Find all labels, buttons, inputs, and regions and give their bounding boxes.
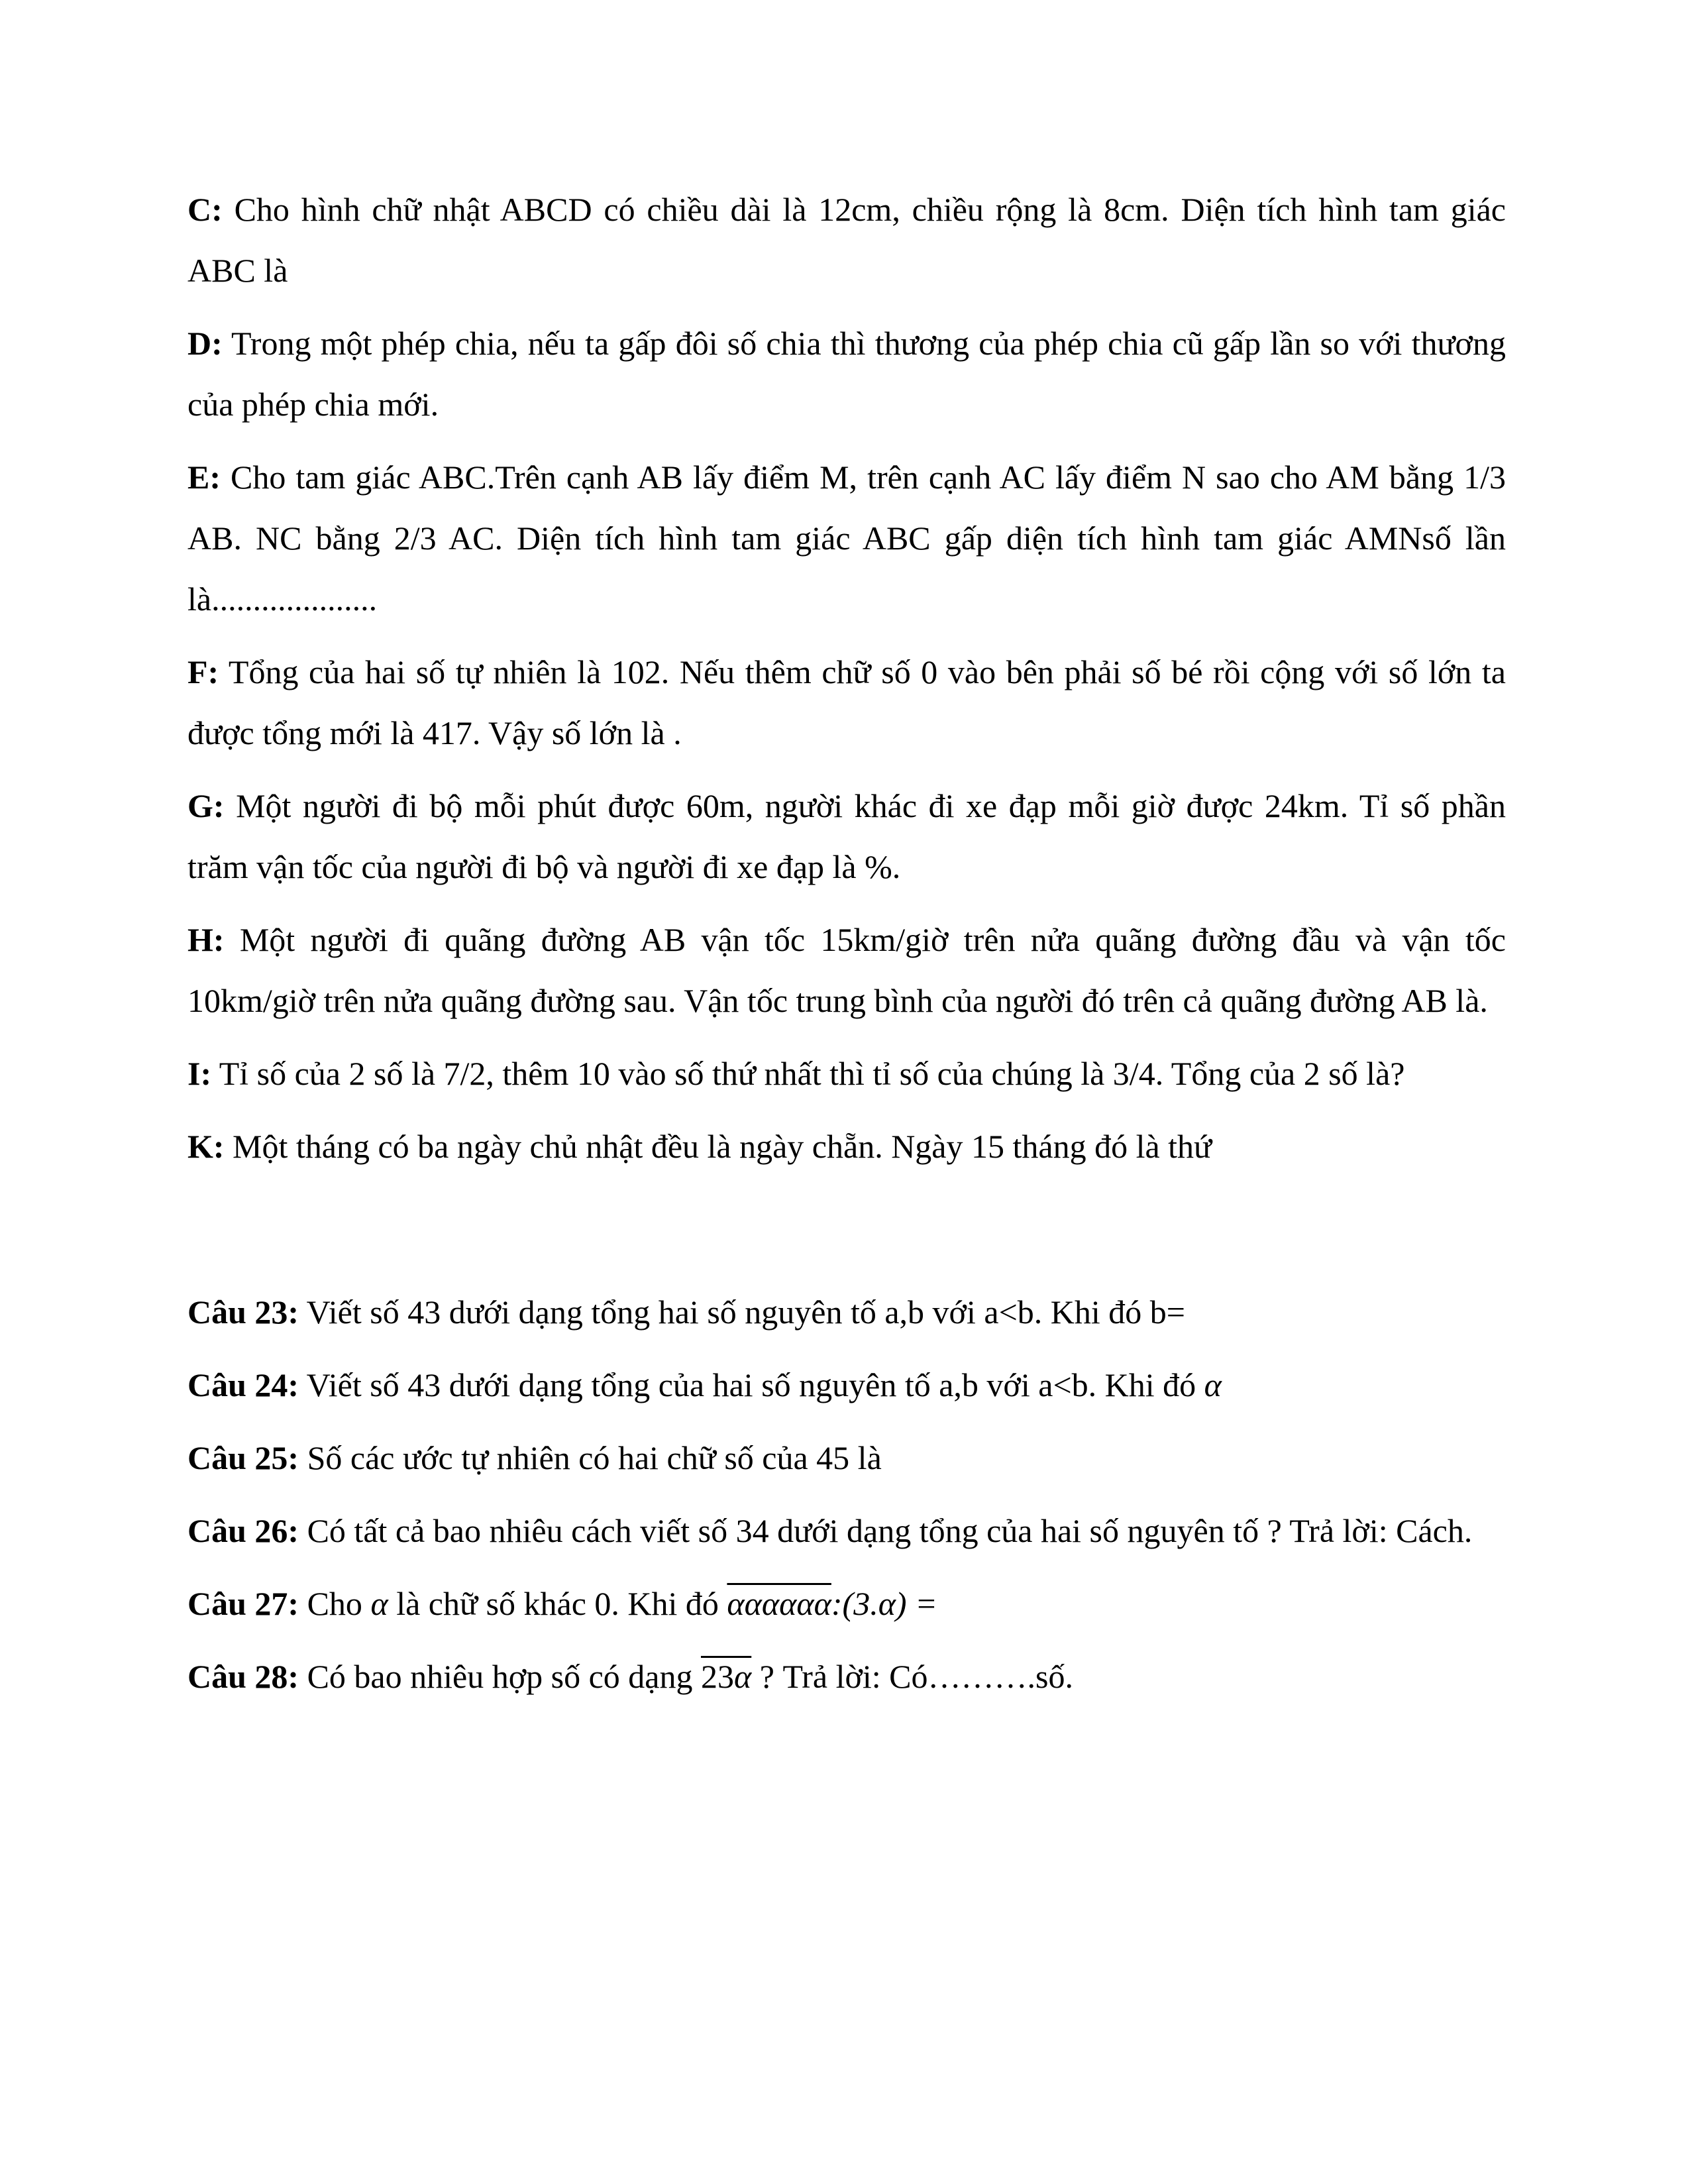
item-label: G: bbox=[187, 787, 225, 824]
question-label: Câu 27: bbox=[187, 1585, 299, 1622]
question-label: Câu 26: bbox=[187, 1512, 299, 1549]
math-overlined-number bbox=[701, 1658, 751, 1695]
math-alpha: α bbox=[370, 1585, 388, 1622]
item-text: Một người đi bộ mỗi phút được 60m, người khác đi xe đạp mỗi giờ được 24km. Tỉ số phần trăm vận tốc của người đi bộ và người đi xe đạp là %. bbox=[187, 787, 1506, 885]
item-label: D: bbox=[187, 325, 223, 362]
question-25 bbox=[187, 1427, 1506, 1488]
item-text: Một người đi quãng đường AB vận tốc 15km/giờ trên nửa quãng đường đầu và vận tốc 10km/giờ trên nửa quãng đường sau. Vận tốc trung bình của người đó trên cả quãng đường AB là. bbox=[187, 921, 1506, 1019]
item-text: Cho hình chữ nhật ABCD có chiều dài là 12cm, chiều rộng là 8cm. Diện tích hình tam giác ABC là bbox=[187, 191, 1506, 289]
question-label: Câu 23: bbox=[187, 1293, 299, 1331]
document-page bbox=[187, 179, 1506, 1719]
item-label: E: bbox=[187, 459, 221, 496]
item-text: Tổng của hai số tự nhiên là 102. Nếu thêm chữ số 0 vào bên phải số bé rồi cộng với số lớn ta được tổng mới là 417. Vậy số lớn là . bbox=[187, 653, 1506, 751]
item-f bbox=[187, 641, 1506, 763]
item-label: K: bbox=[187, 1128, 225, 1165]
item-i bbox=[187, 1043, 1506, 1104]
question-label: Câu 24: bbox=[187, 1366, 299, 1403]
question-text: Viết số 43 dưới dạng tổng hai số nguyên tố a,b với a<b. Khi đó b= bbox=[299, 1293, 1185, 1331]
question-23 bbox=[187, 1282, 1506, 1342]
math-alpha: α bbox=[734, 1658, 752, 1695]
item-label: H: bbox=[187, 921, 225, 958]
section-gap bbox=[187, 1189, 1506, 1282]
question-text: Có tất cả bao nhiêu cách viết số 34 dưới dạng tổng của hai số nguyên tố ? Trả lời: Cách. bbox=[299, 1512, 1473, 1549]
question-text: Viết số 43 dưới dạng tổng của hai số nguyên tố a,b với a<b. Khi đó bbox=[299, 1366, 1204, 1403]
math-overlined-number: αααααα bbox=[727, 1585, 831, 1622]
item-label: I: bbox=[187, 1055, 212, 1092]
item-d bbox=[187, 313, 1506, 435]
item-g bbox=[187, 775, 1506, 897]
math-digits: 23 bbox=[701, 1658, 734, 1695]
item-text: Cho tam giác ABC.Trên cạnh AB lấy điểm M, trên cạnh AC lấy điểm N sao cho AM bằng 1/3 AB. NC bằng 2/3 AC. Diện tích hình tam giác ABC gấp diện tích hình tam giác AMNsố lần là.................... bbox=[187, 459, 1506, 618]
question-26 bbox=[187, 1500, 1506, 1561]
item-k bbox=[187, 1116, 1506, 1177]
question-27 bbox=[187, 1573, 1506, 1634]
question-label: Câu 25: bbox=[187, 1439, 299, 1476]
item-e bbox=[187, 447, 1506, 629]
math-alpha: α bbox=[1204, 1366, 1222, 1403]
question-24 bbox=[187, 1354, 1506, 1415]
question-text: Cho bbox=[299, 1585, 371, 1622]
item-text: Một tháng có ba ngày chủ nhật đều là ngày chẵn. Ngày 15 tháng đó là thứ bbox=[224, 1128, 1212, 1165]
item-label: C: bbox=[187, 191, 223, 228]
math-expression: :(3.α) = bbox=[831, 1585, 937, 1622]
question-text: ? Trả lời: Có……….số. bbox=[751, 1658, 1073, 1695]
item-label: F: bbox=[187, 653, 219, 690]
question-28 bbox=[187, 1646, 1506, 1707]
question-text: là chữ số khác 0. Khi đó bbox=[388, 1585, 727, 1622]
item-h bbox=[187, 909, 1506, 1031]
item-text: Tỉ số của 2 số là 7/2, thêm 10 vào số thứ nhất thì tỉ số của chúng là 3/4. Tổng của 2 số là? bbox=[211, 1055, 1405, 1092]
question-text: Số các ước tự nhiên có hai chữ số của 45 là bbox=[299, 1439, 882, 1476]
question-label: Câu 28: bbox=[187, 1658, 299, 1695]
item-c bbox=[187, 179, 1506, 301]
question-text: Có bao nhiêu hợp số có dạng bbox=[299, 1658, 701, 1695]
item-text: Trong một phép chia, nếu ta gấp đôi số chia thì thương của phép chia cũ gấp lần so với thương của phép chia mới. bbox=[187, 325, 1506, 423]
